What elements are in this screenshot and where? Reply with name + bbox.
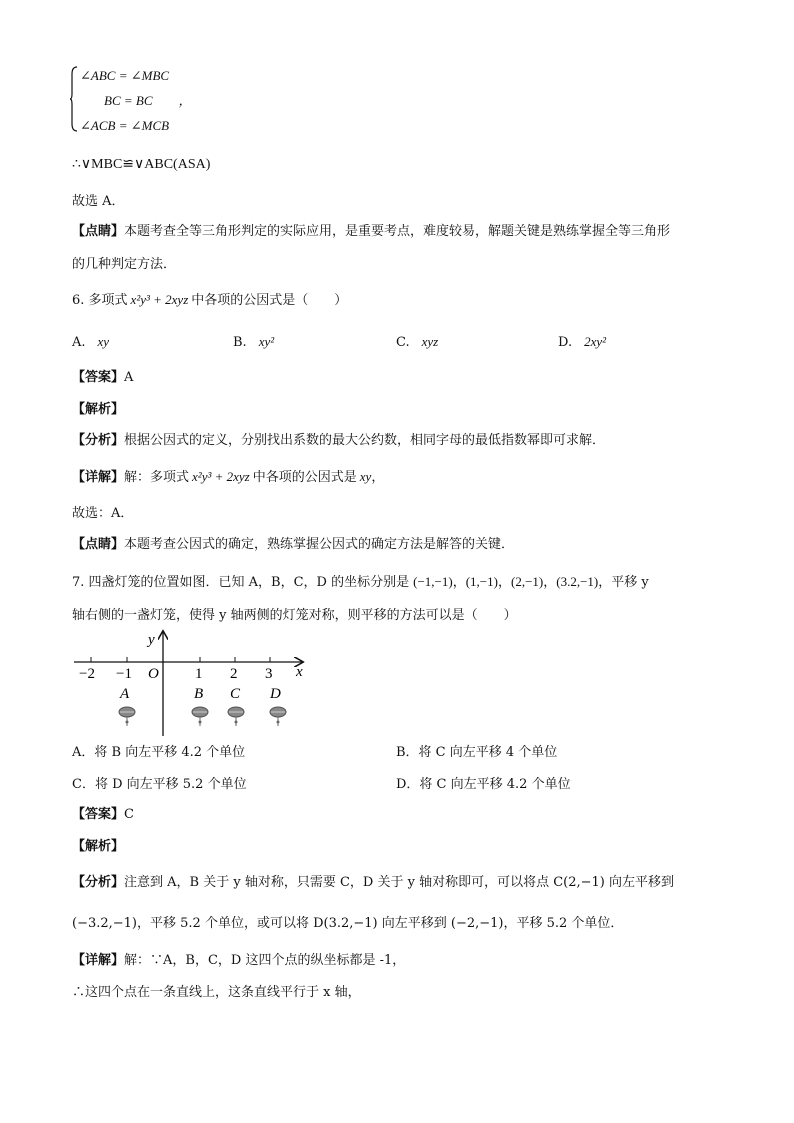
q7-option-b: B．将 C 向左平移 4 个单位 bbox=[396, 745, 558, 760]
q6-stem: 6. 多项式 x²y³ + 2xyz 中各项的公因式是（ ） bbox=[72, 292, 348, 308]
q6-select: 故选：A． bbox=[72, 506, 134, 521]
q6-fenxi: 【分析】根据公因式的定义，分别找出系数的最大公约数，相同字母的最低指数幂即可求解． bbox=[72, 433, 606, 448]
tick-label: 3 bbox=[265, 666, 273, 682]
q7-option-d: D．将 C 向左平移 4.2 个单位 bbox=[396, 777, 571, 792]
point-label: D bbox=[270, 686, 281, 702]
lantern-icon bbox=[192, 707, 208, 726]
lantern-icon bbox=[119, 707, 135, 726]
point-label: B bbox=[194, 686, 204, 702]
note-tag: 【点睛】 bbox=[72, 224, 125, 239]
tick-label: 1 bbox=[195, 666, 203, 682]
q6-option-d: D. 2xy² bbox=[558, 334, 607, 350]
origin-label: O bbox=[148, 666, 159, 682]
system-row-1: ∠ABC = ∠MBC bbox=[80, 68, 170, 83]
q6-analysis-tag: 【解析】 bbox=[72, 402, 125, 417]
q7-option-c: C．将 D 向左平移 5.2 个单位 bbox=[72, 777, 247, 792]
note-5-line1: 【点睛】本题考查全等三角形判定的实际应用，是重要考点，难度较易，解题关键是熟练掌握全等三角形 bbox=[72, 224, 671, 239]
q7-stem-line1: 7. 四盏灯笼的位置如图．已知 A，B，C，D 的坐标分别是 (−1,−1)，(1,−1)，(2,−1)，(3.2,−1)，平移 y bbox=[72, 574, 649, 590]
select-a: 故选 A． bbox=[72, 194, 125, 209]
q6-option-a: A. xy bbox=[72, 334, 110, 350]
point-label: A bbox=[120, 686, 130, 702]
q6-detail: 【详解】解：多项式 x²y³ + 2xyz 中各项的公因式是 xy， bbox=[72, 469, 385, 485]
left-brace bbox=[70, 66, 78, 132]
q6-option-b: B. xy² bbox=[233, 334, 275, 350]
note-5-line2: 的几种判定方法． bbox=[72, 257, 177, 272]
tick-label: −1 bbox=[116, 666, 132, 682]
q7-detail-line1: 【详解】解：∵A，B，C，D 这四个点的纵坐标都是 -1， bbox=[72, 953, 406, 968]
y-axis-label: y bbox=[148, 632, 155, 648]
q6-note: 【点睛】本题考查公因式的确定，熟练掌握公因式的确定方法是解答的关键． bbox=[72, 537, 515, 552]
system-row-3: ∠ACB = ∠MCB bbox=[80, 118, 170, 133]
x-axis-label: x bbox=[296, 664, 303, 680]
congruence-conclusion: ∴∨MBC≌∨ABC(ASA) bbox=[72, 157, 211, 172]
q7-stem-line2: 轴右侧的一盏灯笼，使得 y 轴两侧的灯笼对称，则平移的方法可以是（ ） bbox=[72, 608, 517, 623]
lantern-coordinate-figure bbox=[70, 628, 310, 738]
lantern-icon bbox=[228, 707, 244, 726]
q7-answer: 【答案】C bbox=[72, 807, 134, 822]
tick-label: −2 bbox=[79, 666, 95, 682]
q6-answer: 【答案】A bbox=[72, 370, 134, 385]
q7-fenxi-line2: (−3.2,−1)，平移 5.2 个单位，或可以将 D(3.2,−1) 向左平移到 (−2,−1)，平移 5.2 个单位． bbox=[72, 916, 624, 931]
q7-fenxi-line1: 【分析】注意到 A，B 关于 y 轴对称，只需要 C，D 关于 y 轴对称即可，可以将点 C(2,−1) 向左平移到 bbox=[72, 875, 674, 890]
lantern-icon bbox=[270, 707, 286, 726]
q7-analysis-tag: 【解析】 bbox=[72, 839, 125, 854]
q7-option-a: A．将 B 向左平移 4.2 个单位 bbox=[72, 745, 246, 760]
tick-label: 2 bbox=[230, 666, 238, 682]
q6-option-c: C. xyz bbox=[396, 334, 439, 350]
system-row-2: BC = BC ， bbox=[104, 93, 192, 108]
q6-expression: x²y³ + 2xyz bbox=[130, 292, 189, 307]
point-label: C bbox=[230, 686, 241, 702]
q7-detail-line2: ∴这四个点在一条直线上，这条直线平行于 x 轴， bbox=[72, 985, 361, 1000]
